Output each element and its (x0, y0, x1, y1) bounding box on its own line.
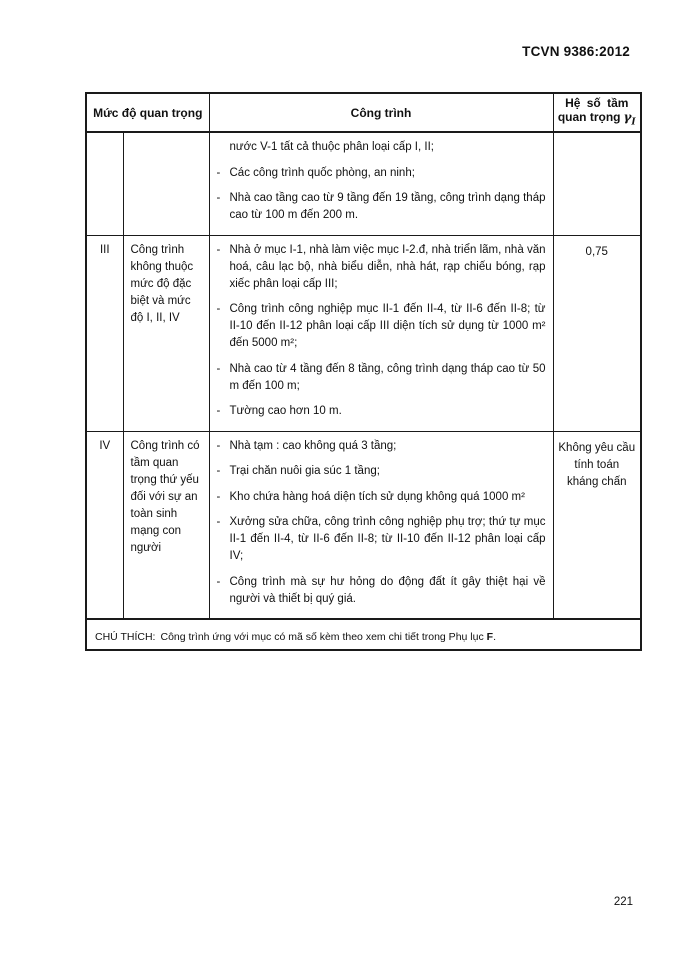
item-text: Các công trình quốc phòng, an ninh; (229, 166, 415, 179)
work-item (217, 139, 546, 156)
cell-works (209, 132, 553, 235)
cell-level: IV (86, 431, 123, 619)
item-marker: - (216, 303, 221, 316)
item-marker: - (216, 575, 221, 588)
work-item (217, 463, 546, 480)
item-marker: - (216, 166, 221, 179)
item-text: nước V-1 tất cả thuộc phân loại cấp I, II; (229, 141, 434, 154)
item-text: Nhà cao từ 4 tầng đến 8 tầng, công trình dạng tháp cao từ 50 m đến 100 m; (229, 362, 546, 392)
item-marker: - (216, 490, 221, 503)
table-row-level2-continued (86, 132, 641, 235)
item-text: Công trình công nghiệp mục II-1 đến II-4, từ II-6 đến II-8; từ II-10 đến II-12 phân loại cấp III diện tích sử dụng từ 1000 m² đến 5000 m²; (229, 303, 546, 350)
note-text: Công trình ứng với mục có mã số kèm theo xem chi tiết trong Phụ lục (160, 630, 484, 643)
note-suffix: . (493, 630, 496, 643)
work-item (217, 301, 546, 352)
document-code: TCVN 9386:2012 (522, 44, 630, 59)
item-text: Nhà ở mục I-1, nhà làm việc mục I-2.đ, nhà triển lãm, nhà văn hoá, câu lạc bộ, nhà biểu diễn, nhà hát, rạp chiếu bóng, rạp xiếc phân loại cấp III; (229, 243, 546, 290)
cell-description (123, 132, 209, 235)
col-header-importance: Mức độ quan trọng (86, 93, 209, 132)
item-marker: - (216, 405, 221, 418)
cell-description: Công trình có tầm quan trọng thứ yếu đối với sự an toàn sinh mạng con người (123, 431, 209, 619)
item-marker: - (216, 439, 221, 452)
item-marker: - (216, 192, 221, 205)
item-marker (217, 139, 230, 156)
table-row-level3 (86, 235, 641, 431)
work-item (217, 403, 546, 420)
item-text: Tường cao hơn 10 m. (229, 405, 342, 418)
item-text: Kho chứa hàng hoá diện tích sử dụng không quá 1000 m² (229, 490, 525, 503)
cell-works (209, 431, 553, 619)
cell-level (86, 132, 123, 235)
cell-factor (553, 132, 641, 235)
work-item (217, 190, 546, 224)
importance-factor-table (85, 92, 642, 651)
cell-works (209, 235, 553, 431)
item-text: Nhà tạm : cao không quá 3 tầng; (229, 439, 397, 452)
factor-header-line2: quan trọng (557, 110, 621, 124)
page-number: 221 (613, 896, 633, 908)
table-header-row (86, 93, 641, 132)
work-item (217, 574, 546, 608)
item-text: Trại chăn nuôi gia súc 1 tầng; (229, 465, 380, 478)
item-text: Xưởng sửa chữa, công trình công nghiệp phụ trợ; thứ tự mục II-1 đến II-4, từ II-6 đến II-8; từ II-10 đến II-12 phân loại cấp IV; (229, 516, 546, 563)
note-bold-ref: F (486, 630, 494, 643)
work-item (217, 514, 546, 565)
item-marker: - (216, 362, 221, 375)
item-marker: - (216, 465, 221, 478)
item-marker: - (216, 516, 221, 529)
item-text: Nhà cao tầng cao từ 9 tầng đến 19 tầng, công trình dạng tháp cao từ 100 m đến 200 m. (229, 192, 546, 222)
table-note-row (86, 619, 641, 650)
cell-description: Công trình không thuộc mức độ đặc biệt và mức độ I, II, IV (123, 235, 209, 431)
cell-factor: Không yêu cầu tính toán kháng chấn (553, 431, 641, 619)
work-item (217, 361, 546, 395)
work-item (217, 489, 546, 506)
work-item (217, 165, 546, 182)
gamma-symbol: γ (623, 110, 632, 124)
table-row-level4 (86, 431, 641, 619)
factor-header-line1: Hệ số tầm (565, 96, 629, 110)
note-label: CHÚ THÍCH: (95, 630, 156, 643)
work-item (217, 242, 546, 293)
cell-level: III (86, 235, 123, 431)
col-header-factor (553, 93, 641, 132)
col-header-works: Công trình (209, 93, 553, 132)
item-text: Công trình mà sự hư hỏng do động đất ít gây thiệt hại về người và thiết bị quý giá. (229, 575, 546, 605)
work-item (217, 438, 546, 455)
table-note (86, 619, 641, 650)
gamma-subscript: I (631, 117, 636, 128)
item-marker: - (216, 243, 221, 256)
cell-factor: 0,75 (553, 235, 641, 431)
